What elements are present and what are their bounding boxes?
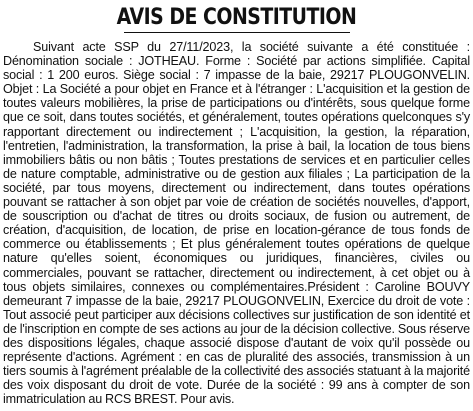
notice-title: AVIS DE CONSTITUTION <box>116 5 357 30</box>
notice-body-text: Suivant acte SSP du 27/11/2023, la société suivante a été constituée : Dénomination sociale : JOTHEAU. Forme : Société par actions simplifiée. Capital social : 1 200 euros. Siège social : 7 impasse de la baie, 29217 PLOUGONVELIN. Objet : La Société a pour objet en France et à l'étranger : L'acquisition et la gestion de toutes valeurs mobilières, la prise de participations ou d'intérêts, sous quelque forme que ce soit, dans toutes sociétés, et généralement, toutes opérations quelconques s'y rapportant directement ou indirectement ; L'acquisition, la gestion, la réparation, l'entretien, l'administration, la transformation, la prise à bail, la location de tous biens immobiliers bâtis ou non bâtis ; Toutes prestations de services et en particulier celles de nature comptable, administrative ou de gestion aux filiales ; La participation de la société, par tous moyens, directement ou indirectement, dans toutes opérations pouvant se rattacher à son objet par voie de création de sociétés nouvelles, d'apport, de souscription ou d'achat de titres ou droits sociaux, de fusion ou autrement, de création, d'acquisition, de location, de prise en location-gérance de tous fonds de commerce ou établissements ; Et plus généralement toutes opérations de quelque nature qu'elles soient, économiques ou juridiques, financières, civiles ou commerciales, pouvant se rattacher, directement ou indirectement, à cet objet ou à tous objets similaires, connexes ou complémentaires.Président : Caroline BOUVY demeurant 7 impasse de la baie, 29217 PLOUGONVELIN, Exercice du droit de vote : Tout associé peut participer aux décisions collectives sur justification de son identité et de l'inscription en compte de ses actions au jour de la décision collective. Sous réserve des dispositions légales, chaque associé dispose d'autant de voix qu'il possède ou représente d'actions. Agrément : en cas de pluralité des associés, transmission à un tiers soumis à l'agrément préalable de la collectivité des associés statuant à la majorité des voix disposant du droit de vote. Durée de la société : 99 ans à compter de son immatriculation au RCS BREST. Pour avis. <box>3 40 470 407</box>
title-underline <box>124 32 350 33</box>
